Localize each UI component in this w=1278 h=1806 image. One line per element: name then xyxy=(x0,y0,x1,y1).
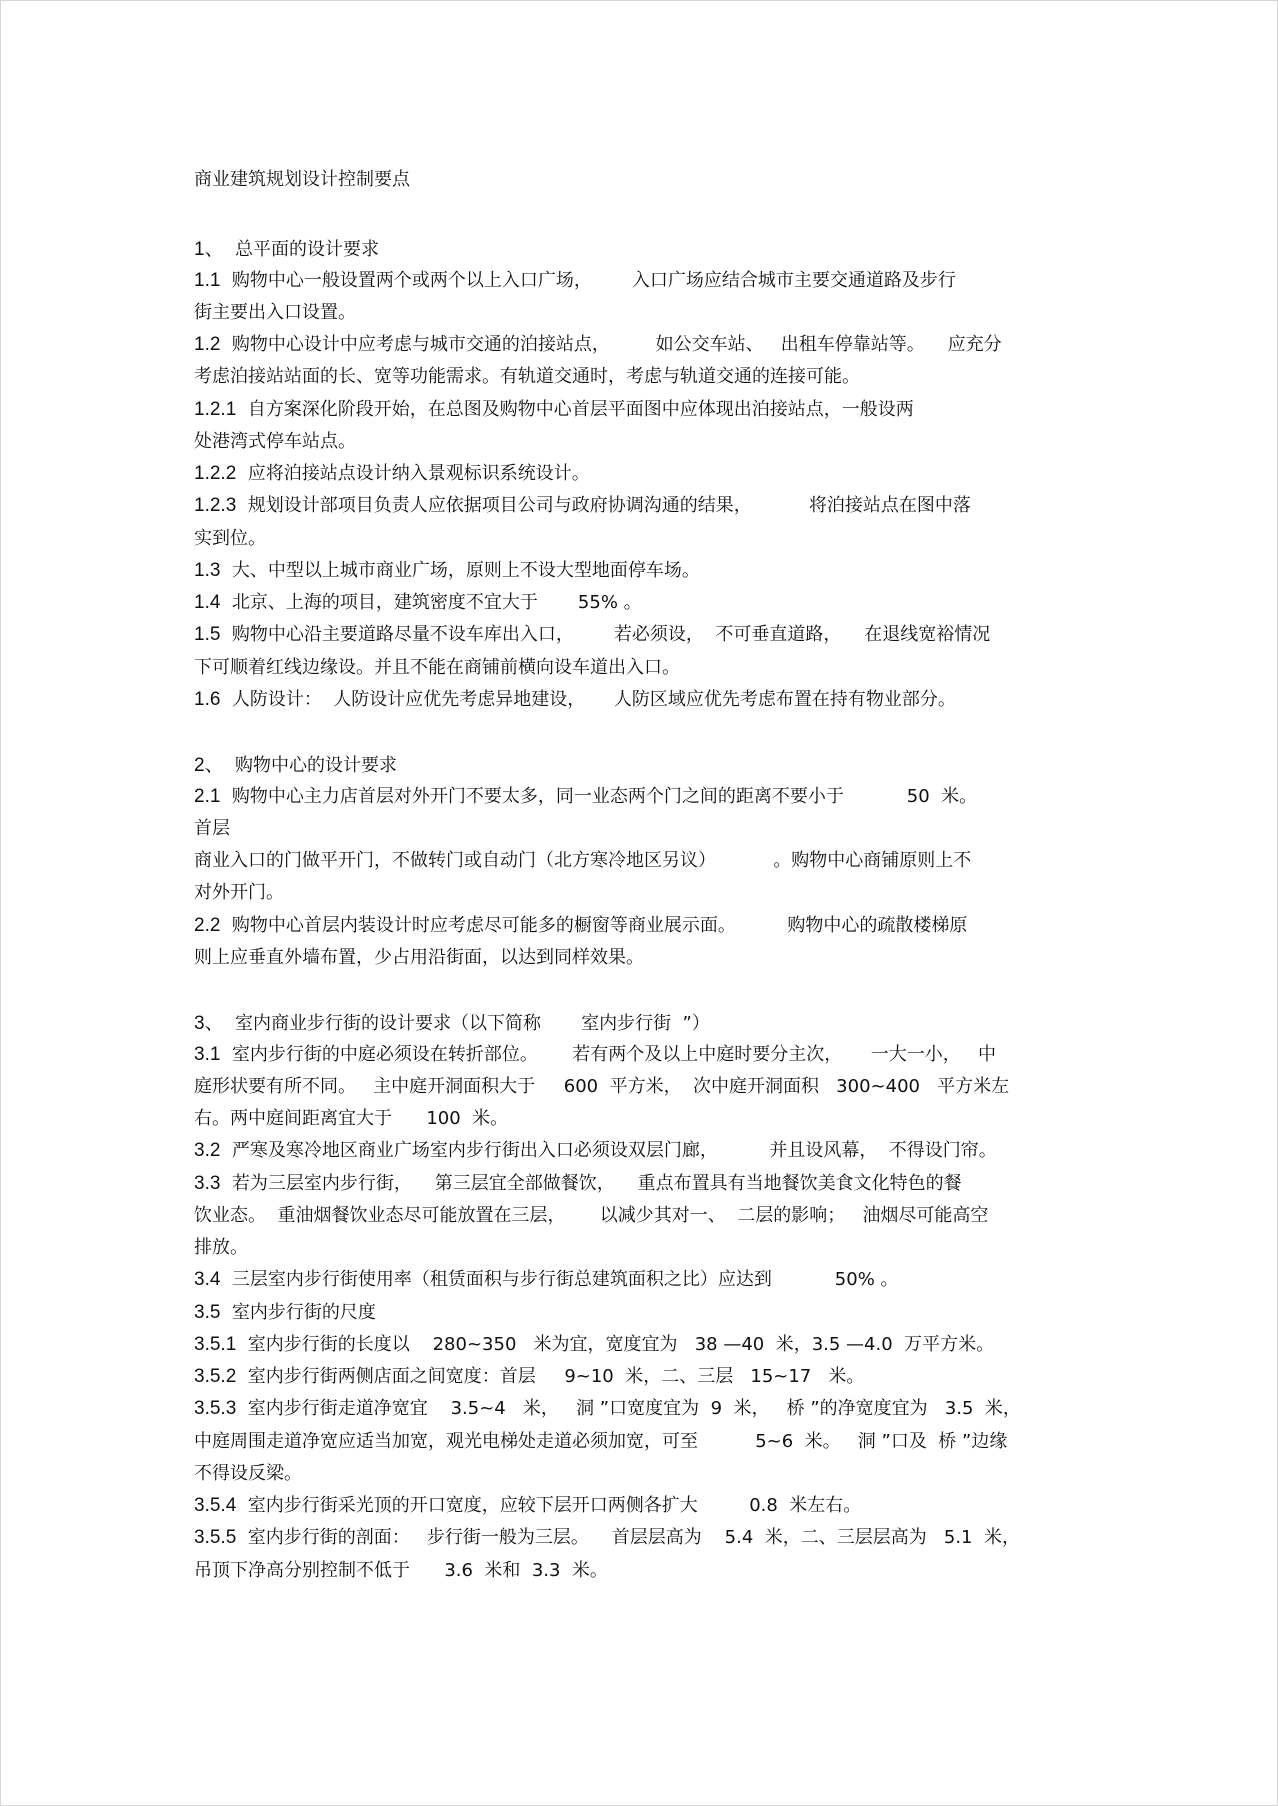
document-line xyxy=(194,1556,608,1582)
section-number: 2、 xyxy=(194,755,224,776)
document-line xyxy=(194,1298,376,1324)
line-text: 三层室内步行街使用率（租赁面积与步行街总建筑面积之比）应达到 50% 。 xyxy=(220,1269,899,1290)
line-text: 室内步行街两侧店面之间宽度：首层 9~10 米，二、三层 15~17 米。 xyxy=(236,1366,865,1387)
line-text: 购物中心主力店首层对外开门不要太多，同一业态两个门之间的距离不要小于 50 米。 xyxy=(220,786,978,807)
document-line xyxy=(194,782,977,808)
document-line xyxy=(194,943,644,969)
document-line xyxy=(194,911,967,937)
document-line xyxy=(194,846,971,872)
section-number: 1.2.3 xyxy=(194,495,237,516)
document-line xyxy=(194,395,914,421)
document-line xyxy=(194,1008,710,1035)
section-number: 1、 xyxy=(194,239,224,260)
document-line xyxy=(194,234,379,261)
section-number: 1.6 xyxy=(194,689,221,710)
line-text: 排放。 xyxy=(194,1237,248,1258)
document-line xyxy=(194,1040,996,1066)
section-number: 2.2 xyxy=(194,915,221,936)
line-text: 室内步行街的尺度 xyxy=(220,1302,376,1323)
document-line xyxy=(194,620,990,646)
document-line xyxy=(194,1330,994,1356)
document-title: 商业建筑规划设计控制要点 xyxy=(194,169,410,190)
section-number: 1.4 xyxy=(194,592,221,613)
document-line xyxy=(194,1362,864,1388)
document-line xyxy=(194,1136,997,1162)
line-text: 购物中心设计中应考虑与城市交通的泊接站点， 如公交车站、 出租车停靠站等。 应充分 xyxy=(220,334,1002,355)
section-number: 1.2.2 xyxy=(194,463,237,484)
document-line xyxy=(194,491,971,517)
line-text: 北京、上海的项目，建筑密度不宜大于 55% 。 xyxy=(220,592,642,613)
section-number: 3.3 xyxy=(194,1173,221,1194)
section-number: 1.2 xyxy=(194,334,221,355)
line-text: 右。两中庭间距离宜大于 100 米。 xyxy=(194,1108,509,1129)
document-line xyxy=(194,459,590,485)
line-text: 严寒及寒冷地区商业广场室内步行街出入口必须设双层门廊， 并且设风幕， 不得设门帘。 xyxy=(220,1140,997,1161)
section-number: 3.5.4 xyxy=(194,1495,237,1516)
line-text: 处港湾式停车站点。 xyxy=(194,431,356,452)
line-text: 室内商业步行街的设计要求（以下简称 室内步行街 ”） xyxy=(223,1013,710,1034)
section-number: 3.5 xyxy=(194,1302,221,1323)
section-number: 3、 xyxy=(194,1013,224,1034)
document-line xyxy=(194,298,356,324)
line-text: 饮业态。 重油烟餐饮业态尽可能放置在三层， 以减少其对一、 二层的影响； 油烟尽可能高空 xyxy=(194,1205,989,1226)
document-line xyxy=(194,1523,1020,1549)
line-text: 购物中心沿主要道路尽量不设车库出入口， 若必须设， 不可垂直道路， 在退线宽裕情况 xyxy=(220,624,991,645)
line-text: 室内步行街走道净宽宜 3.5~4 米， 洞 ”口宽度宜为 9 米， 桥 ”的净宽度宜为 3.5 米， xyxy=(236,1398,1021,1419)
section-number: 3.5.1 xyxy=(194,1334,237,1355)
line-text: 不得设反梁。 xyxy=(194,1463,302,1484)
line-text: 自方案深化阶段开始，在总图及购物中心首层平面图中应体现出泊接站点，一般设两 xyxy=(236,399,914,420)
section-number: 3.1 xyxy=(194,1044,221,1065)
section-number: 3.5.3 xyxy=(194,1398,237,1419)
document-line xyxy=(194,1459,302,1485)
section-number: 3.5.5 xyxy=(194,1527,237,1548)
section-number: 1.2.1 xyxy=(194,399,237,420)
line-text: 则上应垂直外墙布置，少占用沿街面，以达到同样效果。 xyxy=(194,947,644,968)
line-text: 人防设计： 人防设计应优先考虑异地建设， 人防区域应优先考虑布置在持有物业部分。 xyxy=(220,689,956,710)
line-text: 对外开门。 xyxy=(194,882,284,903)
document-line xyxy=(194,588,642,614)
document-line xyxy=(194,653,680,679)
document-line xyxy=(194,524,266,550)
line-text: 街主要出入口设置。 xyxy=(194,302,356,323)
document-line xyxy=(194,1201,988,1227)
section-number: 3.4 xyxy=(194,1269,221,1290)
document-line xyxy=(194,556,700,582)
document-line xyxy=(194,266,956,292)
line-text: 室内步行街的中庭必须设在转折部位。 若有两个及以上中庭时要分主次， 一大一小， 中 xyxy=(220,1044,996,1065)
document-line xyxy=(194,1104,508,1130)
line-text: 大、中型以上城市商业广场，原则上不设大型地面停车场。 xyxy=(220,560,700,581)
document-line xyxy=(194,1265,899,1291)
section-number: 1.1 xyxy=(194,270,221,291)
section-number: 1.5 xyxy=(194,624,221,645)
section-number: 2.1 xyxy=(194,786,221,807)
line-text: 规划设计部项目负责人应依据项目公司与政府协调沟通的结果， 将泊接站点在图中落 xyxy=(236,495,971,516)
line-text: 购物中心首层内装设计时应考虑尽可能多的橱窗等商业展示面。 购物中心的疏散楼梯原 xyxy=(220,915,968,936)
document-line xyxy=(194,1394,1021,1420)
line-text: 下可顺着红线边缘设。并且不能在商铺前横向设车道出入口。 xyxy=(194,657,680,678)
line-text: 室内步行街采光顶的开口宽度，应较下层开口两侧各扩大 0.8 米左右。 xyxy=(236,1495,862,1516)
line-text: 庭形状要有所不同。 主中庭开洞面积大于 600 平方米， 次中庭开洞面积 300~400 平方米左 xyxy=(194,1076,1010,1097)
line-text: 若为三层室内步行街， 第三层宜全部做餐饮， 重点布置具有当地餐饮美食文化特色的餐 xyxy=(220,1173,962,1194)
section-number: 3.5.2 xyxy=(194,1366,237,1387)
document-line xyxy=(194,1233,248,1259)
section-number: 3.2 xyxy=(194,1140,221,1161)
line-text: 商业入口的门做平开门，不做转门或自动门（北方寒冷地区另议） 。购物中心商铺原则上不 xyxy=(194,850,972,871)
section-number: 1.3 xyxy=(194,560,221,581)
line-text: 吊顶下净高分别控制不低于 3.6 米和 3.3 米。 xyxy=(194,1560,608,1581)
line-text: 首层 xyxy=(194,818,230,839)
line-text: 购物中心的设计要求 xyxy=(223,755,398,776)
line-text: 购物中心一般设置两个或两个以上入口广场， 入口广场应结合城市主要交通道路及步行 xyxy=(220,270,956,291)
document-line xyxy=(194,1427,1007,1453)
line-text: 总平面的设计要求 xyxy=(223,239,380,260)
document-line xyxy=(194,814,230,840)
document-line xyxy=(194,330,1002,356)
document-line xyxy=(194,1491,861,1517)
document-line xyxy=(194,878,284,904)
document-line xyxy=(194,750,397,777)
line-text: 中庭周围走道净宽应适当加宽，观光电梯处走道必须加宽，可至 5~6 米。 洞 ”口及 桥 ”边缘 xyxy=(194,1431,1008,1452)
document-line xyxy=(194,685,956,711)
document-line xyxy=(194,362,860,388)
line-text: 考虑泊接站站面的长、宽等功能需求。有轨道交通时，考虑与轨道交通的连接可能。 xyxy=(194,366,860,387)
document-line xyxy=(194,1072,1009,1098)
document-line xyxy=(194,427,356,453)
line-text: 室内步行街的长度以 280~350 米为宜，宽度宜为 38 —40 米，3.5 —4.0 万平方米。 xyxy=(236,1334,995,1355)
document-line xyxy=(194,1169,962,1195)
line-text: 室内步行街的剖面： 步行街一般为三层。 首层层高为 5.4 米，二、三层层高为 5.1 米， xyxy=(236,1527,1020,1548)
line-text: 实到位。 xyxy=(194,528,266,549)
line-text: 应将泊接站点设计纳入景观标识系统设计。 xyxy=(236,463,590,484)
